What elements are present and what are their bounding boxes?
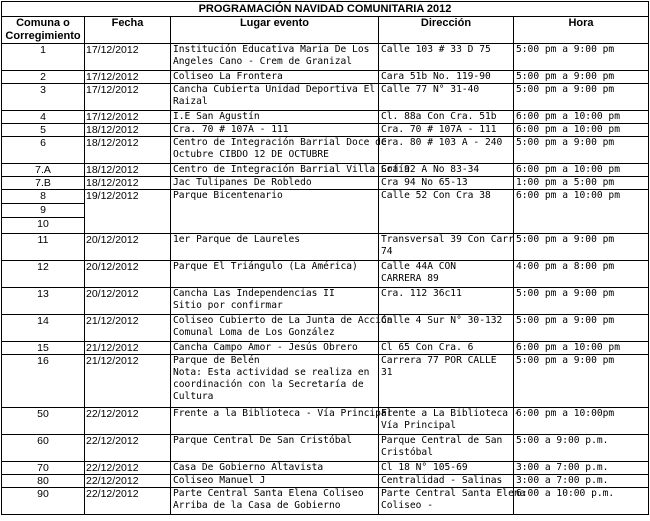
direccion-line: Cra. 70 # 107A - 111 xyxy=(381,124,497,135)
lugar-line: Coliseo La Frontera xyxy=(173,71,283,82)
hora-cell: 6:00 pm a 10:00 pm xyxy=(514,164,649,177)
fecha-cell: 19/12/2012 xyxy=(85,190,171,234)
lugar-line: Nota: Esta actividad se realiza en xyxy=(173,367,370,378)
lugar-cell xyxy=(171,355,379,408)
lugar-cell xyxy=(171,462,379,475)
schedule-rows xyxy=(2,44,649,515)
direccion-cell xyxy=(379,84,514,111)
comuna-cell: 11 xyxy=(2,234,85,261)
lugar-cell xyxy=(171,315,393,342)
header-direccion: Dirección xyxy=(379,17,514,44)
fecha-cell: 21/12/2012 xyxy=(85,315,171,342)
direccion-line: Cra 92 A No 83-34 xyxy=(381,164,480,175)
lugar-cell xyxy=(171,111,379,124)
header-fecha: Fecha xyxy=(85,17,171,44)
direccion-line: Centralidad - Salinas xyxy=(381,475,503,486)
hora-cell: 5:00 pm a 9:00 pm xyxy=(514,234,649,261)
table-row xyxy=(2,462,649,475)
comuna-cell: 10 xyxy=(2,218,85,234)
hora-cell: 5:00 a 9:00 p.m. xyxy=(514,435,649,462)
direccion-cell xyxy=(379,164,514,177)
table-row xyxy=(2,137,649,164)
hora-cell: 6:00 pm a 10:00 pm xyxy=(514,190,649,234)
table-row xyxy=(2,355,649,408)
fecha-cell: 18/12/2012 xyxy=(85,124,171,137)
hora-cell: 6:00 pm a 10:00pm xyxy=(514,408,649,435)
lugar-line: 1er Parque de Laureles xyxy=(173,234,301,245)
direccion-line: Cl. 88a Con Cra. 51b xyxy=(381,111,497,122)
direccion-cell xyxy=(379,355,514,408)
hora-cell: 1:00 pm a 5:00 pm xyxy=(514,177,649,190)
direccion-cell xyxy=(379,137,514,164)
direccion-line: 74 xyxy=(381,246,393,257)
lugar-line: Arriba de la Casa de Gobierno xyxy=(173,500,341,511)
fecha-cell: 21/12/2012 xyxy=(85,342,171,355)
direccion-line: Vía Principal xyxy=(381,420,457,431)
lugar-line: Raizal xyxy=(173,96,208,107)
comuna-cell: 70 xyxy=(2,462,85,475)
comuna-cell: 90 xyxy=(2,488,85,515)
fecha-cell: 22/12/2012 xyxy=(85,408,171,435)
direccion-line: Cra. 80 # 103 A - 240 xyxy=(381,137,503,148)
lugar-line: Parque Central De San Cristóbal xyxy=(173,435,353,446)
table-row xyxy=(2,177,649,190)
fecha-cell: 20/12/2012 xyxy=(85,288,171,315)
direccion-line: Cra 94 No 65-13 xyxy=(381,177,468,188)
hora-cell: 3:00 a 7:00 p.m. xyxy=(514,475,649,488)
lugar-cell xyxy=(171,234,379,261)
hora-cell: 5:00 pm a 9:00 pm xyxy=(514,44,649,71)
comuna-cell: 3 xyxy=(2,84,85,111)
fecha-cell: 22/12/2012 xyxy=(85,462,171,475)
lugar-cell xyxy=(171,71,379,84)
lugar-cell xyxy=(171,137,387,164)
lugar-line: Casa De Gobierno Altavista xyxy=(173,462,324,473)
direccion-line: 31 xyxy=(381,367,393,378)
lugar-line: Cancha Cubierta Unidad Deportiva El xyxy=(173,84,376,95)
lugar-line: Cra. 70 # 107A - 111 xyxy=(173,124,289,135)
comuna-cell: 50 xyxy=(2,408,85,435)
fecha-cell: 17/12/2012 xyxy=(85,111,171,124)
comuna-cell: 9 xyxy=(2,204,85,218)
lugar-line: Jac Tulipanes De Robledo xyxy=(173,177,312,188)
comuna-cell: 16 xyxy=(2,355,85,408)
fecha-cell: 17/12/2012 xyxy=(85,44,171,71)
lugar-line: Frente a la Biblioteca - Vía Principal xyxy=(173,408,393,419)
direccion-cell xyxy=(379,435,514,462)
direccion-line: Calle 77 N° 31-40 xyxy=(381,84,480,95)
lugar-cell xyxy=(171,288,379,315)
fecha-cell: 18/12/2012 xyxy=(85,177,171,190)
direccion-cell xyxy=(379,475,514,488)
fecha-cell: 21/12/2012 xyxy=(85,355,171,408)
comuna-cell: 13 xyxy=(2,288,85,315)
direccion-line: Cl 18 N° 105-69 xyxy=(381,462,468,473)
comuna-cell: 2 xyxy=(2,71,85,84)
table-row xyxy=(2,261,649,288)
header-comuna-line1: Comuna o xyxy=(16,17,70,29)
lugar-cell xyxy=(171,84,379,111)
fecha-cell: 18/12/2012 xyxy=(85,164,171,177)
direccion-cell xyxy=(379,190,514,234)
table-row xyxy=(2,111,649,124)
comuna-cell: 8 xyxy=(2,190,85,204)
direccion-cell xyxy=(379,261,514,288)
table-row xyxy=(2,190,649,204)
lugar-line: Parte Central Santa Elena Coliseo xyxy=(173,488,364,499)
lugar-cell xyxy=(171,44,379,71)
direccion-cell xyxy=(379,71,514,84)
direccion-line: Cra. 112 36c11 xyxy=(381,288,462,299)
hora-cell: 5:00 pm a 9:00 pm xyxy=(514,355,649,408)
comuna-cell: 6 xyxy=(2,137,85,164)
direccion-line: CARRERA 89 xyxy=(381,273,439,284)
direccion-cell xyxy=(379,177,514,190)
direccion-cell xyxy=(379,234,514,261)
comuna-cell: 5 xyxy=(2,124,85,137)
direccion-line: Calle 103 # 33 D 75 xyxy=(381,44,491,55)
lugar-cell xyxy=(171,488,379,515)
lugar-cell xyxy=(171,435,379,462)
lugar-cell xyxy=(171,261,379,288)
fecha-cell: 18/12/2012 xyxy=(85,137,171,164)
hora-cell: 5:00 pm a 9:00 pm xyxy=(514,71,649,84)
hora-cell: 3:00 a 7:00 p.m. xyxy=(514,462,649,475)
direccion-line: Calle 4 Sur N° 30-132 xyxy=(381,315,503,326)
direccion-line: Transversal 39 Con Carr xyxy=(381,234,514,245)
header-hora: Hora xyxy=(514,17,649,44)
lugar-line: Cancha Las Independencias II xyxy=(173,288,335,299)
fecha-cell: 17/12/2012 xyxy=(85,71,171,84)
schedule-table xyxy=(1,1,649,515)
direccion-line: Parque Central de San xyxy=(381,435,503,446)
direccion-line: Frente a La Biblioteca - xyxy=(381,408,520,419)
hora-cell: 5:00 pm a 9:00 pm xyxy=(514,84,649,111)
lugar-line: Centro de Integración Barrial Villa Sofía xyxy=(173,164,410,175)
lugar-line: Parque El Triángulo (La América) xyxy=(173,261,358,272)
direccion-cell xyxy=(379,342,514,355)
hora-cell: 6:00 pm a 10:00 pm xyxy=(514,111,649,124)
table-row xyxy=(2,408,649,435)
table-row xyxy=(2,315,649,342)
lugar-cell xyxy=(171,177,379,190)
comuna-cell: 60 xyxy=(2,435,85,462)
comuna-cell: 12 xyxy=(2,261,85,288)
lugar-line: Angeles Cano - Crem de Granizal xyxy=(173,56,353,67)
direccion-line: Calle 52 Con Cra 38 xyxy=(381,190,491,201)
lugar-line: Institución Educativa Maria De Los xyxy=(173,44,370,55)
direccion-line: Parte Central Santa Elena xyxy=(381,488,526,499)
table-row xyxy=(2,44,649,71)
comuna-cell: 7.A xyxy=(2,164,85,177)
direccion-line: Cristóbal xyxy=(381,447,433,458)
lugar-cell xyxy=(171,475,379,488)
direccion-line: Carrera 77 POR CALLE xyxy=(381,355,497,366)
fecha-cell: 22/12/2012 xyxy=(85,475,171,488)
lugar-cell xyxy=(171,408,393,435)
lugar-cell xyxy=(171,190,379,234)
table-row xyxy=(2,164,649,177)
fecha-cell: 17/12/2012 xyxy=(85,84,171,111)
table-title: PROGRAMACIÓN NAVIDAD COMUNITARIA 2012 xyxy=(2,2,649,17)
lugar-line: Coliseo Manuel J xyxy=(173,475,266,486)
direccion-cell xyxy=(379,315,514,342)
direccion-cell xyxy=(379,488,526,515)
lugar-cell xyxy=(171,342,379,355)
direccion-line: Cl 65 Con Cra. 6 xyxy=(381,342,474,353)
table-row xyxy=(2,234,649,261)
hora-cell: 5:00 pm a 9:00 pm xyxy=(514,315,649,342)
table-row xyxy=(2,124,649,137)
table-row xyxy=(2,488,649,515)
fecha-cell: 22/12/2012 xyxy=(85,488,171,515)
lugar-line: Parque Bicentenario xyxy=(173,190,283,201)
table-row xyxy=(2,342,649,355)
hora-cell: 6:00 a 10:00 p.m. xyxy=(514,488,649,515)
lugar-line: Centro de Integración Barrial Doce de xyxy=(173,137,387,148)
lugar-line: Cultura xyxy=(173,391,214,402)
table-row xyxy=(2,435,649,462)
hora-cell: 6:00 pm a 10:00 pm xyxy=(514,342,649,355)
header-lugar: Lugar evento xyxy=(171,17,379,44)
lugar-line: I.E San Agustín xyxy=(173,111,260,122)
table-row xyxy=(2,475,649,488)
fecha-cell: 20/12/2012 xyxy=(85,261,171,288)
direccion-cell xyxy=(379,408,520,435)
hora-cell: 5:00 pm a 9:00 pm xyxy=(514,137,649,164)
hora-cell: 6:00 pm a 10:00 pm xyxy=(514,124,649,137)
comuna-cell: 80 xyxy=(2,475,85,488)
direccion-cell xyxy=(379,111,514,124)
fecha-cell: 20/12/2012 xyxy=(85,234,171,261)
header-comuna xyxy=(2,17,85,44)
lugar-cell xyxy=(171,124,379,137)
lugar-line: Coliseo Cubierto de La Junta de Acción xyxy=(173,315,393,326)
lugar-line: Sitio por confirmar xyxy=(173,300,283,311)
lugar-line: Parque de Belén xyxy=(173,355,260,366)
hora-cell: 5:00 pm a 9:00 pm xyxy=(514,288,649,315)
comuna-cell: 1 xyxy=(2,44,85,71)
direccion-line: Cara 51b No. 119-90 xyxy=(381,71,491,82)
fecha-cell: 22/12/2012 xyxy=(85,435,171,462)
direccion-cell xyxy=(379,288,514,315)
header-comuna-line2: Corregimiento xyxy=(5,30,81,42)
schedule-sheet xyxy=(1,1,648,515)
direccion-cell xyxy=(379,462,514,475)
direccion-line: Coliseo - xyxy=(381,500,433,511)
table-row xyxy=(2,288,649,315)
lugar-line: Octubre CIBDO 12 DE OCTUBRE xyxy=(173,149,329,160)
lugar-cell xyxy=(171,164,410,177)
hora-cell: 4:00 pm a 8:00 pm xyxy=(514,261,649,288)
comuna-cell: 15 xyxy=(2,342,85,355)
comuna-cell: 7.B xyxy=(2,177,85,190)
lugar-line: coordinación con la Secretaría de xyxy=(173,379,364,390)
direccion-cell xyxy=(379,124,514,137)
direccion-cell xyxy=(379,44,514,71)
table-row xyxy=(2,71,649,84)
comuna-cell: 14 xyxy=(2,315,85,342)
lugar-line: Comunal Loma de Los González xyxy=(173,327,335,338)
comuna-cell: 4 xyxy=(2,111,85,124)
lugar-line: Cancha Campo Amor - Jesús Obrero xyxy=(173,342,358,353)
table-row xyxy=(2,84,649,111)
direccion-line: Calle 44A CON xyxy=(381,261,457,272)
